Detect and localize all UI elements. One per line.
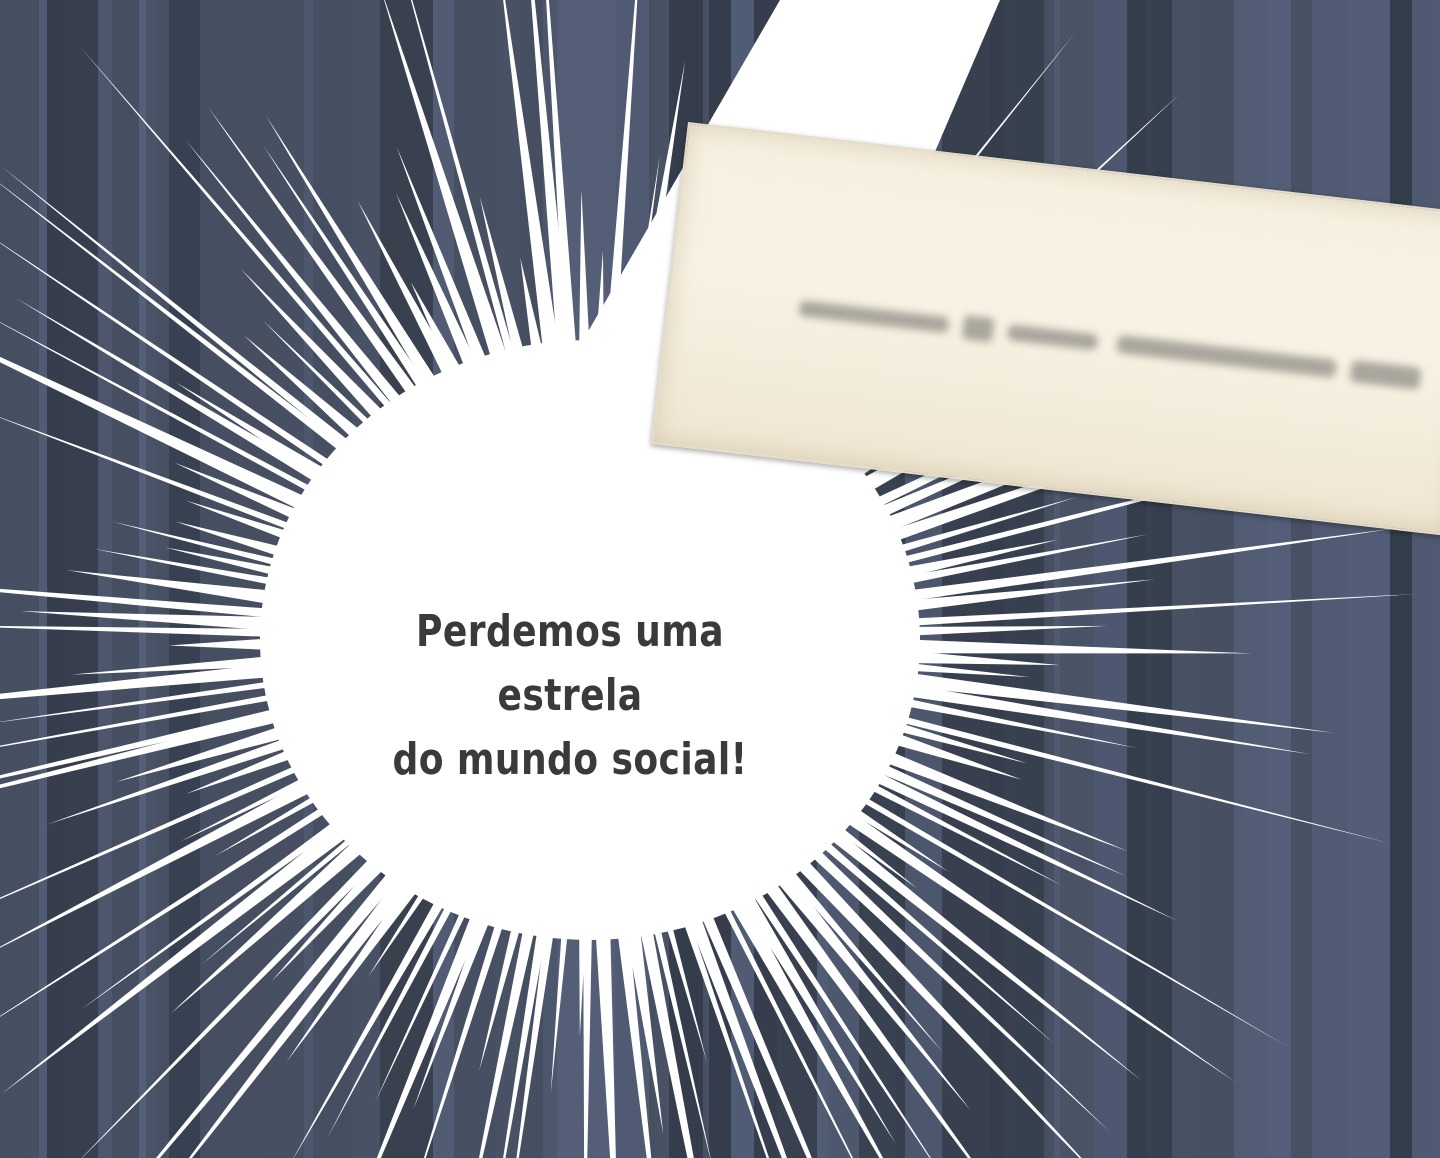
- speed-line: [74, 828, 406, 1158]
- speed-line: [0, 169, 378, 477]
- speed-line: [88, 840, 426, 1158]
- blurred-handwriting-icon: [797, 288, 1437, 401]
- speed-line: [81, 47, 420, 440]
- speech-text: [349, 600, 792, 792]
- speed-line: [870, 638, 1252, 653]
- speed-line: [825, 775, 1291, 1048]
- speech-line-2: do mundo social!: [392, 734, 748, 785]
- speed-line: [865, 677, 1311, 754]
- speed-line: [263, 145, 449, 422]
- speech-line-1: Perdemos uma estrela: [416, 606, 724, 721]
- speed-line: [781, 821, 1110, 1132]
